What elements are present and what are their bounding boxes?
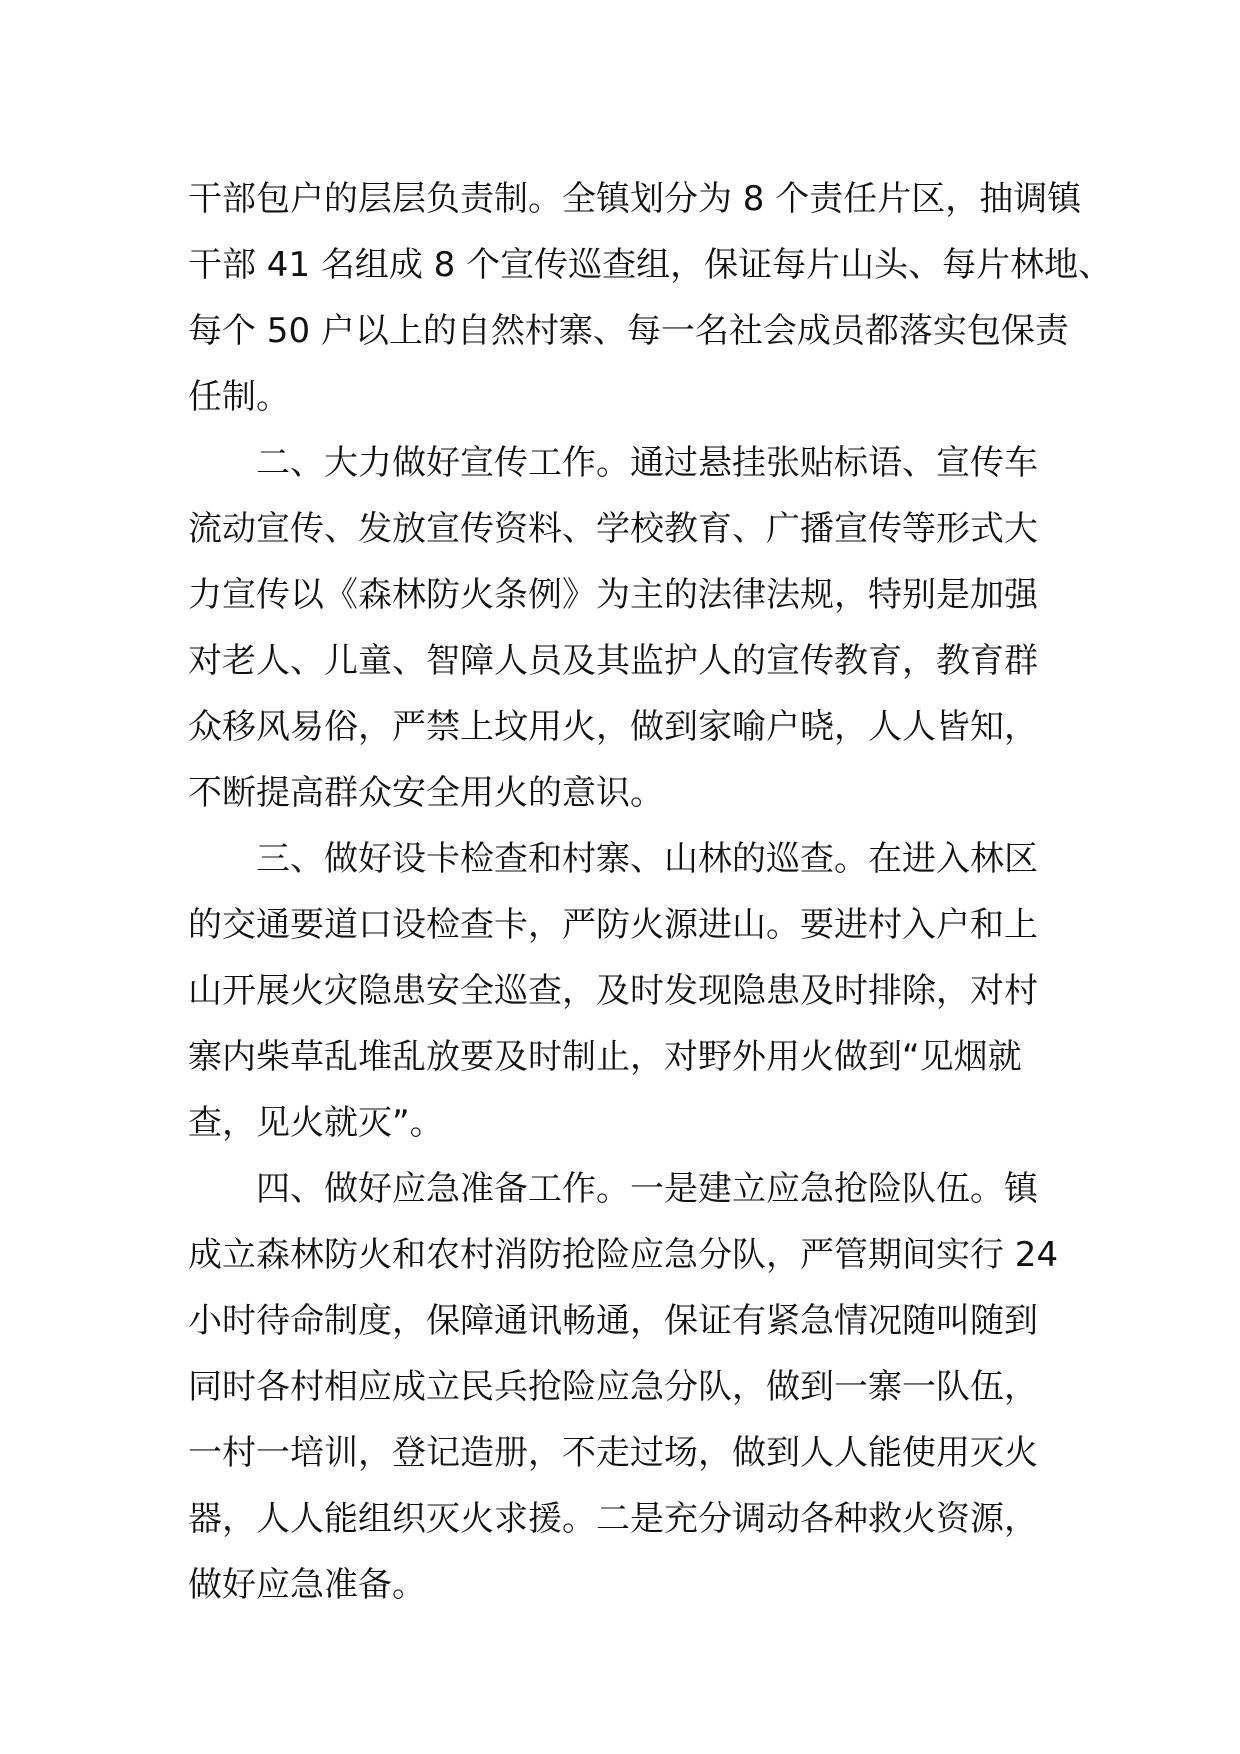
text-line: 不断提高群众安全用火的意识。 xyxy=(188,773,664,813)
text-line: 一村一培训，登记造册，不走过场，做到人人能使用灭火 xyxy=(188,1433,1038,1473)
text-line: 山开展火灾隐患安全巡查，及时发现隐患及时排除，对村 xyxy=(188,971,1038,1011)
section-heading-line: 二、大力做好宣传工作。通过悬挂张贴标语、宣传车 xyxy=(256,443,1038,483)
text-line: 干部 41 名组成 8 个宣传巡查组，保证每片山头、每片林地、 xyxy=(188,245,1113,285)
text-line: 寨内柴草乱堆乱放要及时制止，对野外用火做到“见烟就 xyxy=(188,1037,1022,1077)
text-line: 的交通要道口设检查卡，严防火源进山。要进村入户和上 xyxy=(188,905,1038,945)
text-line: 对老人、儿童、智障人员及其监护人的宣传教育，教育群 xyxy=(188,641,1038,681)
text-line: 做好应急准备。 xyxy=(188,1565,426,1605)
text-line: 流动宣传、发放宣传资料、学校教育、广播宣传等形式大 xyxy=(188,509,1038,549)
text-line: 成立森林防火和农村消防抢险应急分队，严管期间实行 24 xyxy=(188,1235,1059,1275)
document-body xyxy=(188,166,1113,1618)
text-line: 每个 50 户以上的自然村寨、每一名社会成员都落实包保责 xyxy=(188,311,1069,351)
text-line: 小时待命制度，保障通讯畅通，保证有紧急情况随叫随到 xyxy=(188,1301,1038,1341)
text-line: 器，人人能组织灭火求援。二是充分调动各种救火资源， xyxy=(188,1499,1038,1539)
section-heading-line: 三、做好设卡检查和村寨、山林的巡查。在进入林区 xyxy=(256,839,1038,879)
text-line: 干部包户的层层负责制。全镇划分为 8 个责任片区，抽调镇 xyxy=(188,179,1082,219)
text-line: 同时各村相应成立民兵抢险应急分队，做到一寨一队伍， xyxy=(188,1367,1038,1407)
section-heading-line: 四、做好应急准备工作。一是建立应急抢险队伍。镇 xyxy=(256,1169,1038,1209)
text-line: 众移风易俗，严禁上坟用火，做到家喻户晓，人人皆知， xyxy=(188,707,1038,747)
text-line: 任制。 xyxy=(188,377,290,417)
text-line: 查，见火就灭”。 xyxy=(188,1103,444,1143)
text-line: 力宣传以《森林防火条例》为主的法律法规，特别是加强 xyxy=(188,575,1038,615)
